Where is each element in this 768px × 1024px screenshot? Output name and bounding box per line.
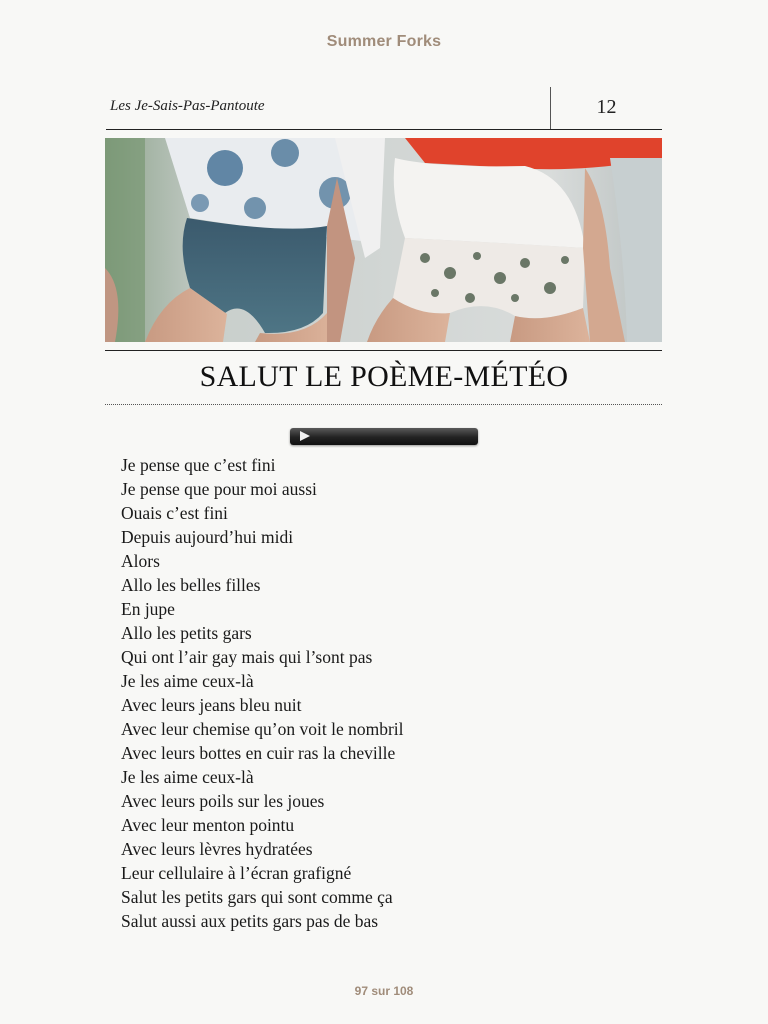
poem-line: Je pense que pour moi aussi: [121, 479, 317, 499]
poem-line: Avec leurs bottes en cuir ras la cheville: [121, 743, 396, 763]
poem-line: En jupe: [121, 599, 175, 619]
chapter-number: 12: [596, 96, 617, 118]
poem-line: Alors: [121, 551, 160, 571]
poem-line: Allo les petits gars: [121, 623, 252, 643]
poem-line: Avec leurs poils sur les joues: [121, 791, 325, 811]
poem-line: Salut aussi aux petits gars pas de bas: [121, 911, 379, 931]
title-rule-top: [105, 350, 662, 351]
chapter-name: Les Je-Sais-Pas-Pantoute: [110, 98, 265, 114]
play-icon[interactable]: [300, 431, 310, 441]
poem-text: [121, 453, 404, 933]
poem-line: Qui ont l’air gay mais qui l’sont pas: [121, 647, 373, 667]
poem-line: Leur cellulaire à l’écran grafigné: [121, 863, 352, 883]
page-indicator: 97 sur 108: [354, 984, 414, 998]
book-title: Summer Forks: [326, 33, 442, 50]
poem-line: Avec leurs jeans bleu nuit: [121, 695, 302, 715]
running-header: [106, 87, 662, 130]
poem-line: Je pense que c’est fini: [121, 455, 276, 475]
poem-line: Je les aime ceux-là: [121, 671, 254, 691]
poem-line: Avec leurs lèvres hydratées: [121, 839, 313, 859]
title-rule-bottom: [105, 404, 662, 405]
poem-line: Salut les petits gars qui sont comme ça: [121, 887, 393, 907]
poem-title: SALUT LE POÈME-MÉTÉO: [199, 360, 569, 393]
poem-line: Allo les belles filles: [121, 575, 261, 595]
poem-line: Avec leur menton pointu: [121, 815, 295, 835]
poem-line: Depuis aujourd’hui midi: [121, 527, 294, 547]
audio-player[interactable]: [290, 428, 478, 445]
poem-line: Je les aime ceux-là: [121, 767, 254, 787]
poem-line: Ouais c’est fini: [121, 503, 228, 523]
chapter-photo: [105, 138, 662, 342]
poem-line: Avec leur chemise qu’on voit le nombril: [121, 719, 404, 739]
